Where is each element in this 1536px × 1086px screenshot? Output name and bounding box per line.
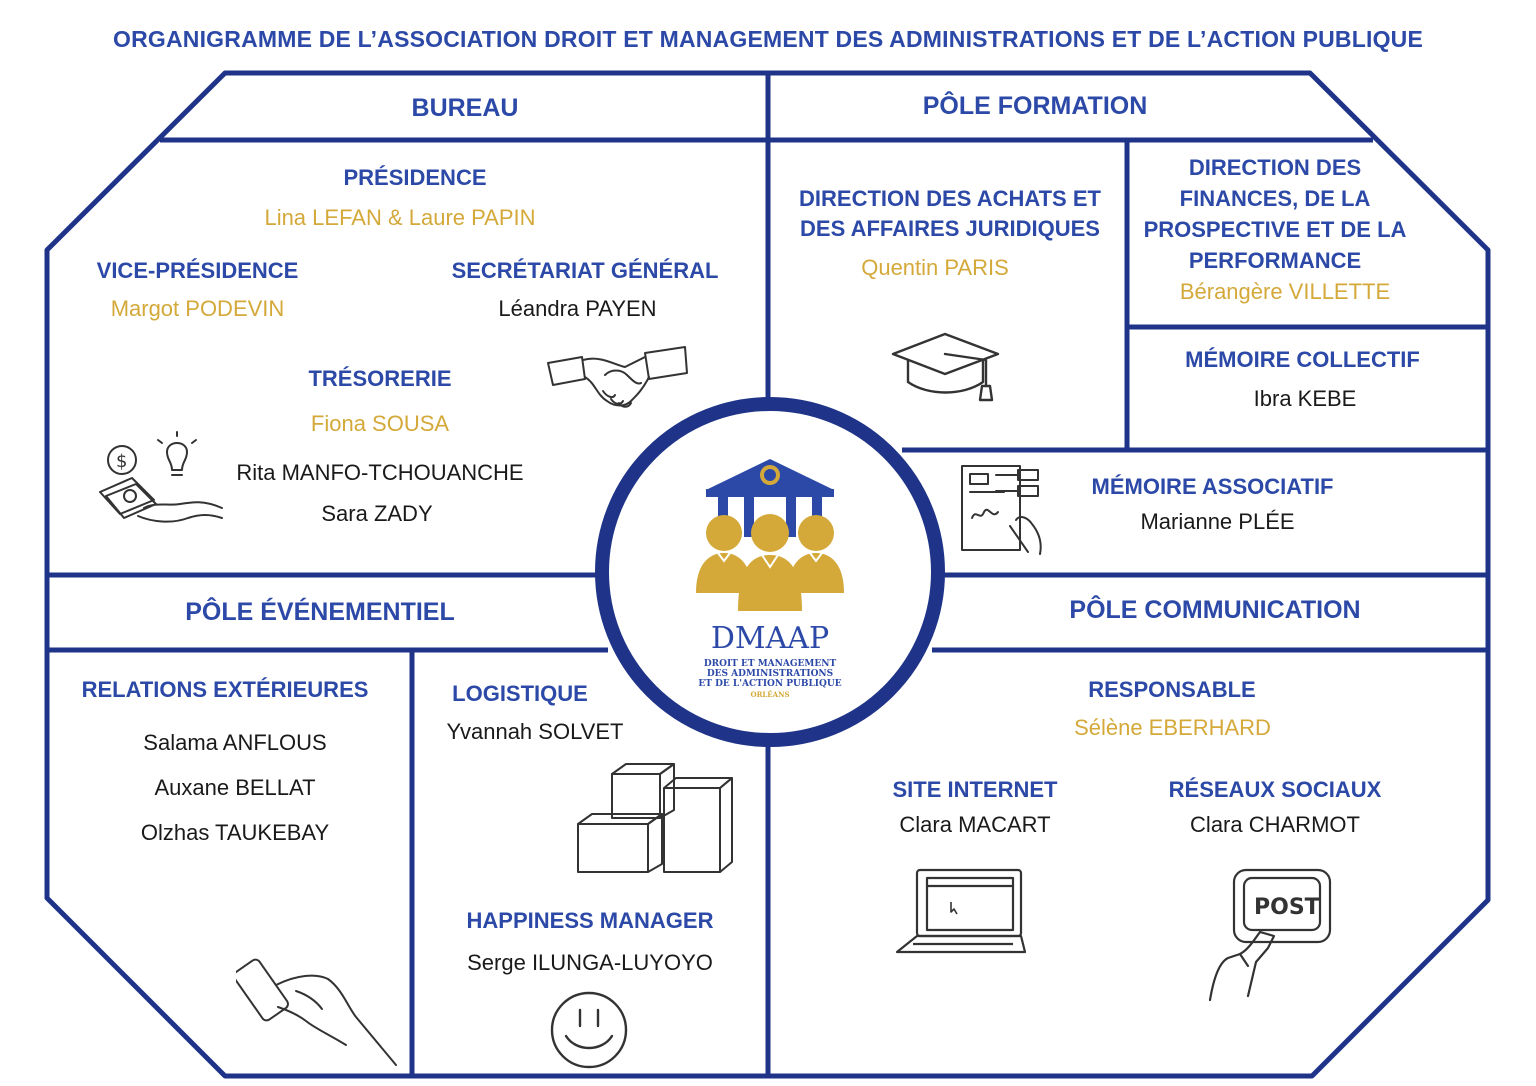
- logistique-label: LOGISTIQUE: [452, 681, 588, 706]
- formation-title: PÔLE FORMATION: [922, 92, 1148, 120]
- smiley-icon: [548, 990, 630, 1070]
- presidence-label: PRÉSIDENCE: [343, 165, 487, 190]
- logistique-name: Yvannah SOLVET: [446, 719, 624, 744]
- tresorerie-member: Rita MANFO-TCHOUANCHE: [236, 460, 524, 485]
- relations-member: Auxane BELLAT: [154, 775, 316, 800]
- relations-label: RELATIONS EXTÉRIEURES: [81, 677, 369, 702]
- laptop-icon: [893, 866, 1028, 958]
- happiness-label: HAPPINESS MANAGER: [466, 908, 714, 933]
- logo-line: ET DE L'ACTION PUBLIQUE: [698, 679, 842, 689]
- finances-label: PERFORMANCE: [1188, 248, 1362, 273]
- finances-label: FINANCES, DE LA: [1179, 186, 1371, 211]
- memoire-associatif-label: MÉMOIRE ASSOCIATIF: [1091, 474, 1334, 499]
- achats-label: DIRECTION DES ACHATS ET: [799, 186, 1101, 211]
- memoire-collectif-label: MÉMOIRE COLLECTIF: [1185, 347, 1420, 372]
- finances-name: Bérangère VILLETTE: [1179, 279, 1391, 304]
- logo-line: DROIT ET MANAGEMENT: [703, 659, 837, 669]
- evenementiel-title: PÔLE ÉVÉNEMENTIEL: [185, 598, 455, 626]
- responsable-name: Sélène EBERHARD: [1074, 715, 1271, 740]
- secretariat-name: Léandra PAYEN: [498, 296, 657, 321]
- tresorerie-member: Sara ZADY: [321, 501, 433, 526]
- document-sign-icon: [956, 462, 1048, 557]
- post-button-icon: [1198, 866, 1333, 1006]
- vice-presidence-name: Margot PODEVIN: [110, 296, 285, 321]
- handshake-icon: [545, 345, 690, 415]
- money-hand-icon: [92, 430, 232, 530]
- memoire-associatif-name: Marianne PLÉE: [1140, 509, 1295, 534]
- vice-presidence-label: VICE-PRÉSIDENCE: [96, 258, 299, 283]
- logo-line: DES ADMINISTRATIONS: [706, 669, 834, 679]
- tresorerie-lead: Fiona SOUSA: [310, 411, 450, 436]
- reseaux-name: Clara CHARMOT: [1190, 812, 1360, 837]
- phone-hand-icon: [236, 955, 406, 1070]
- site-label: SITE INTERNET: [892, 777, 1058, 802]
- svg-text:POST: POST: [1254, 895, 1320, 920]
- page-title: ORGANIGRAMME DE L’ASSOCIATION DROIT ET MANAGEMENT DES ADMINISTRATIONS ET DE L’ACTION PUBLIQUE: [112, 26, 1424, 52]
- achats-label: DES AFFAIRES JURIDIQUES: [800, 216, 1100, 241]
- site-name: Clara MACART: [899, 812, 1051, 837]
- secretariat-label: SECRÉTARIAT GÉNÉRAL: [451, 258, 719, 283]
- happiness-name: Serge ILUNGA-LUYOYO: [467, 950, 713, 975]
- relations-member: Olzhas TAUKEBAY: [140, 820, 330, 845]
- reseaux-label: RÉSEAUX SOCIAUX: [1168, 777, 1382, 802]
- memoire-collectif-name: Ibra KEBE: [1253, 386, 1357, 411]
- responsable-label: RESPONSABLE: [1088, 677, 1256, 702]
- finances-label: DIRECTION DES: [1188, 155, 1362, 180]
- tresorerie-label: TRÉSORERIE: [308, 366, 452, 391]
- logo-city: ORLÉANS: [750, 690, 790, 699]
- achats-name: Quentin PARIS: [861, 255, 1009, 280]
- graduation-cap-icon: [888, 330, 1003, 405]
- communication-title: PÔLE COMMUNICATION: [1069, 596, 1361, 624]
- logo-acronym: DMAAP: [710, 621, 830, 656]
- svg-text:$: $: [116, 451, 128, 472]
- presidence-names: Lina LEFAN & Laure PAPIN: [264, 205, 536, 230]
- bureau-title: BUREAU: [411, 94, 519, 122]
- relations-member: Salama ANFLOUS: [143, 730, 327, 755]
- boxes-icon: [572, 760, 737, 878]
- finances-label: PROSPECTIVE ET DE LA: [1143, 217, 1407, 242]
